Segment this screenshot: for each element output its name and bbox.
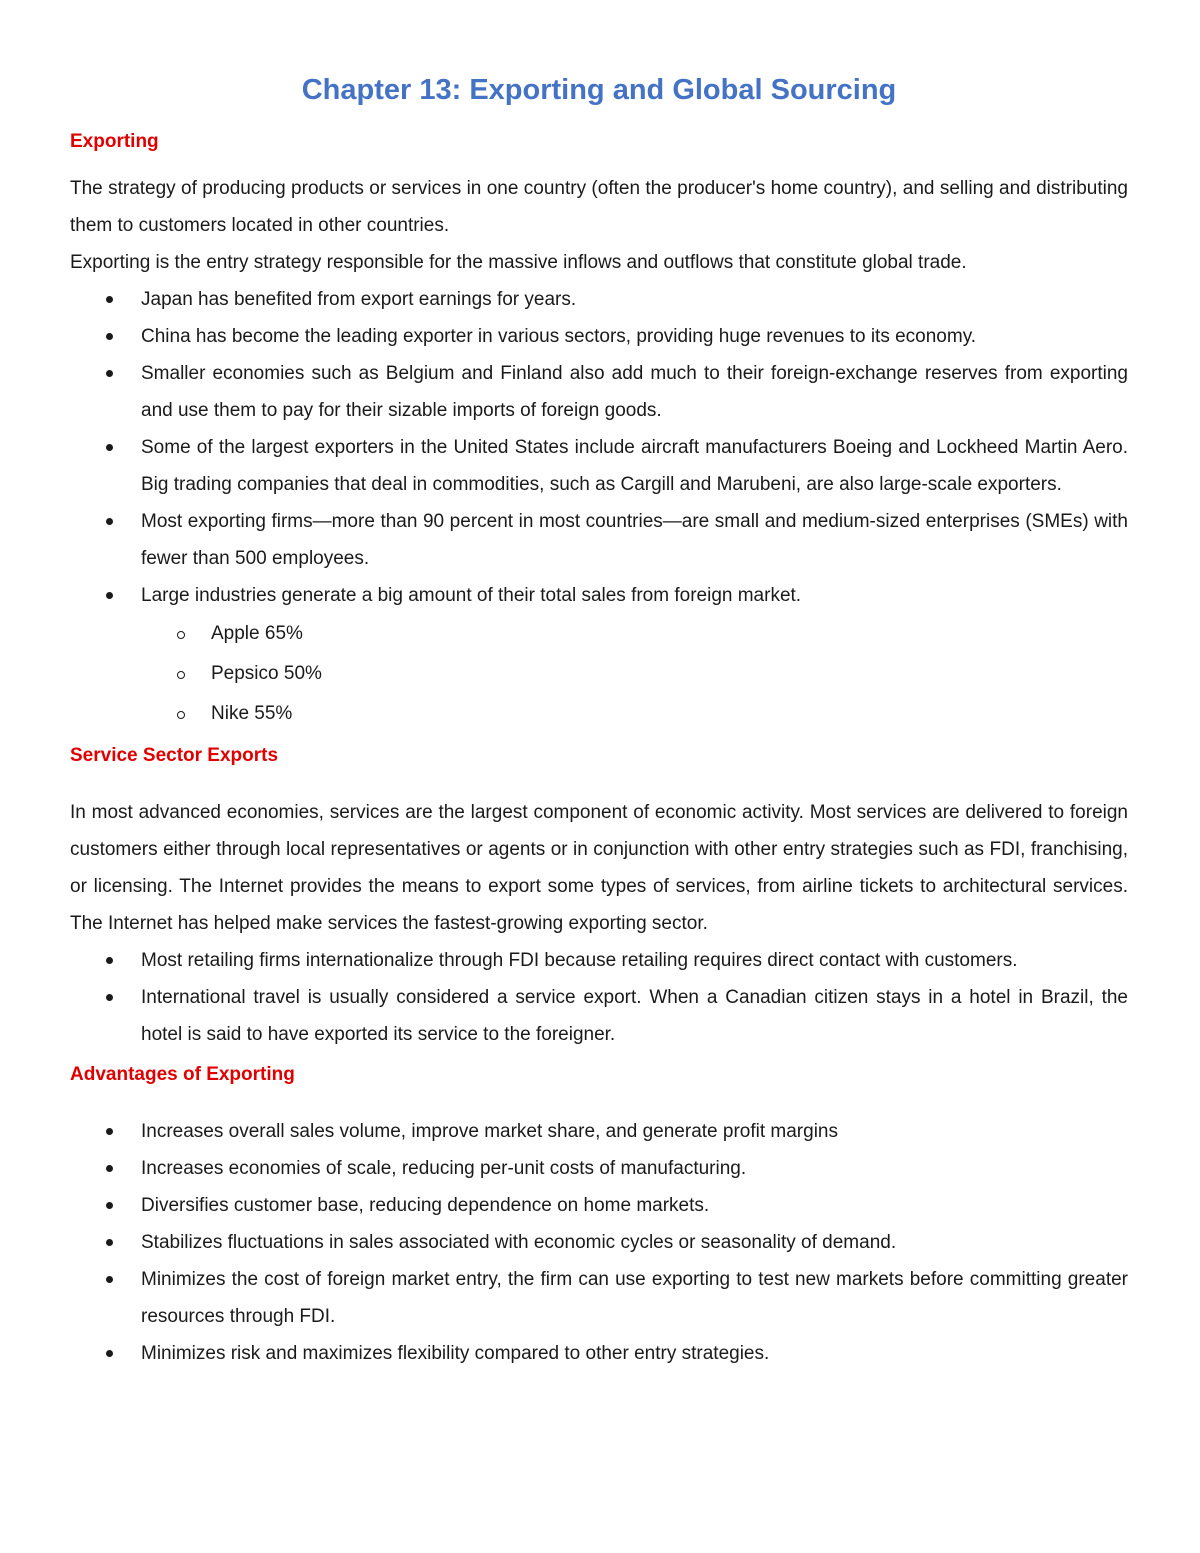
list-item: Most retailing firms internationalize through FDI because retailing requires direct contact with customers. (70, 942, 1128, 979)
bullet-icon (106, 370, 113, 377)
bullet-icon (106, 518, 113, 525)
bullet-icon (106, 1202, 113, 1209)
page-title: Chapter 13: Exporting and Global Sourcing (301, 74, 897, 106)
bullet-icon (106, 592, 113, 599)
list-item: Minimizes risk and maximizes flexibility compared to other entry strategies. (70, 1335, 1128, 1372)
bullet-icon (106, 1276, 113, 1283)
bullet-icon (106, 333, 113, 340)
service-bullet-list (70, 942, 1128, 1053)
section-heading-service-exports: Service Sector Exports (70, 745, 279, 766)
bullet-icon (106, 296, 113, 303)
list-item: Increases economies of scale, reducing per-unit costs of manufacturing. (70, 1150, 1128, 1187)
sub-list-item: Apple 65% (70, 614, 1128, 654)
bullet-icon (106, 957, 113, 964)
service-exports-paragraph: In most advanced economies, services are the largest component of economic activity. Most services are delivered to foreign customers either through local representatives or agents or in conjunction with other entry strategies such as FDI, franchising, or licensing. The Internet provides the means to export some types of services, from airline tickets to architectural services. The Internet has helped make services the fastest-growing exporting sector. (70, 802, 1128, 934)
list-item: Some of the largest exporters in the United States include aircraft manufacturers Boeing and Lockheed Martin Aero. Big trading companies that deal in commodities, such as Cargill and Marubeni, are also large-scale exporters. (70, 429, 1128, 503)
list-item: Most exporting firms—more than 90 percent in most countries—are small and medium-sized enterprises (SMEs) with fewer than 500 employees. (70, 503, 1128, 577)
list-item: China has become the leading exporter in various sectors, providing huge revenues to its economy. (70, 318, 1128, 355)
list-item: Increases overall sales volume, improve market share, and generate profit margins (70, 1113, 1128, 1150)
hollow-bullet-icon (177, 631, 185, 639)
bullet-icon (106, 994, 113, 1001)
bullet-icon (106, 1128, 113, 1135)
list-item: Japan has benefited from export earnings for years. (70, 281, 1128, 318)
exporting-bullet-list (70, 281, 1128, 614)
sub-list-item: Pepsico 50% (70, 654, 1128, 694)
list-item: Minimizes the cost of foreign market entry, the firm can use exporting to test new markets before committing greater resources through FDI. (70, 1261, 1128, 1335)
bullet-icon (106, 1165, 113, 1172)
exporting-definition: The strategy of producing products or services in one country (often the producer's home country), and selling and distributing them to customers located in other countries. (70, 178, 1128, 236)
list-item: International travel is usually considered a service export. When a Canadian citizen stays in a hotel in Brazil, the hotel is said to have exported its service to the foreigner. (70, 979, 1128, 1053)
list-item: Smaller economies such as Belgium and Finland also add much to their foreign-exchange reserves from exporting and use them to pay for their sizable imports of foreign goods. (70, 355, 1128, 429)
company-sales-sublist (70, 614, 1128, 734)
list-item: Stabilizes fluctuations in sales associated with economic cycles or seasonality of demand. (70, 1224, 1128, 1261)
sub-list-item: Nike 55% (70, 694, 1128, 734)
advantages-bullet-list (70, 1113, 1128, 1372)
section-heading-exporting: Exporting (70, 131, 159, 152)
document-page (70, 60, 1128, 1372)
bullet-icon (106, 1350, 113, 1357)
section-heading-advantages: Advantages of Exporting (70, 1064, 295, 1085)
list-item: Large industries generate a big amount of their total sales from foreign market. (70, 577, 1128, 614)
list-item: Diversifies customer base, reducing dependence on home markets. (70, 1187, 1128, 1224)
bullet-icon (106, 444, 113, 451)
exporting-entry-strategy: Exporting is the entry strategy responsible for the massive inflows and outflows that constitute global trade. (70, 252, 967, 273)
hollow-bullet-icon (177, 671, 185, 679)
bullet-icon (106, 1239, 113, 1246)
hollow-bullet-icon (177, 711, 185, 719)
